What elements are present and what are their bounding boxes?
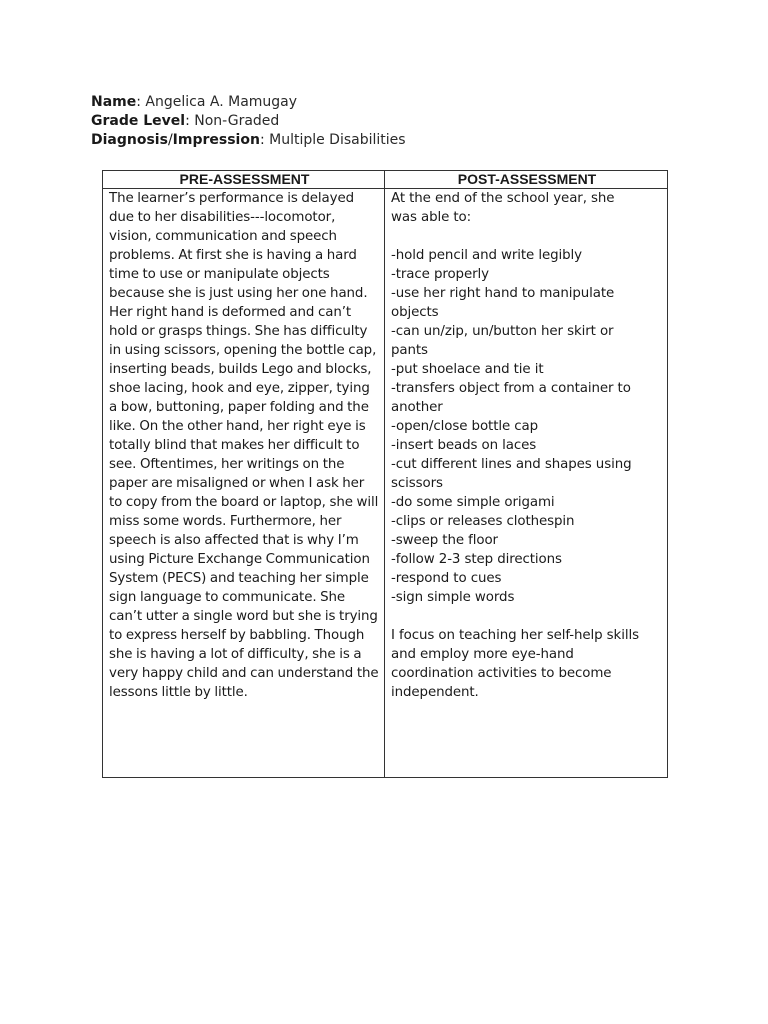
pre-assessment-text: The learner’s performance is delayed due to her disabilities---locomotor, vision, communication and speech problems. At first she is having a hard time to use or manipulate objects because she is just using her one hand. Her right hand is deformed and can’t hold or grasps things. She has difficulty in using scissors, opening the bottle cap, inserting beads, builds Lego and blocks, shoe lacing, hook and eye, zipper, tying a bow, buttoning, paper folding and the like. On the other hand, her right eye is totally blind that makes her difficult to see. Oftentimes, her writings on the paper are misaligned or when I ask her to copy from the board or laptop, she will miss some words. Furthermore, her speech is also affected that is why I’m using Picture Exchange Communication System (PECS) and teaching her simple sign language to communicate. She can’t utter a single word but she is trying to express herself by babbling. Though she is having a lot of difficulty, she is a very happy child and can understand the lessons little by little. bbox=[109, 191, 379, 700]
table-row bbox=[103, 189, 668, 778]
list-item: -use her right hand to manipulate bbox=[391, 286, 615, 301]
list-item: scissors bbox=[391, 476, 443, 491]
post-assessment-cell bbox=[385, 189, 668, 778]
post-intro-line: was able to: bbox=[391, 210, 472, 225]
impression-label: Impression bbox=[172, 132, 260, 148]
list-item: -sign simple words bbox=[391, 590, 515, 605]
list-item: -trace properly bbox=[391, 267, 489, 282]
post-closing-line: I focus on teaching her self-help skills bbox=[391, 628, 639, 643]
list-item: -cut different lines and shapes using bbox=[391, 457, 632, 472]
list-item: -put shoelace and tie it bbox=[391, 362, 544, 377]
diagnosis-label: Diagnosis bbox=[91, 132, 168, 148]
table-header-row bbox=[103, 171, 668, 189]
name-row: Name: Angelica A. Mamugay bbox=[91, 94, 298, 110]
post-closing-line: and employ more eye-hand bbox=[391, 647, 574, 662]
list-item: -insert beads on laces bbox=[391, 438, 537, 453]
list-item: -clips or releases clothespin bbox=[391, 514, 575, 529]
list-item: pants bbox=[391, 343, 428, 358]
list-item: -transfers object from a container to bbox=[391, 381, 631, 396]
diagnosis-row: Diagnosis/Impression: Multiple Disabilities bbox=[91, 132, 406, 148]
post-closing-line: independent. bbox=[391, 685, 479, 700]
list-item: -can un/zip, un/button her skirt or bbox=[391, 324, 614, 339]
list-item: -open/close bottle cap bbox=[391, 419, 539, 434]
list-item: -do some simple origami bbox=[391, 495, 555, 510]
grade-row: Grade Level: Non-Graded bbox=[91, 113, 280, 129]
list-item: -respond to cues bbox=[391, 571, 502, 586]
assessment-table bbox=[102, 170, 668, 778]
diagnosis-value: Multiple Disabilities bbox=[269, 132, 406, 148]
list-item: -follow 2-3 step directions bbox=[391, 552, 562, 567]
pre-assessment-cell bbox=[103, 189, 385, 778]
list-item: -sweep the floor bbox=[391, 533, 498, 548]
post-assessment-header: POST-ASSESSMENT bbox=[385, 171, 668, 189]
post-intro-line: At the end of the school year, she bbox=[391, 191, 615, 206]
name-label: Name bbox=[91, 94, 137, 110]
student-info bbox=[91, 93, 406, 150]
list-item: objects bbox=[391, 305, 439, 320]
list-item: -hold pencil and write legibly bbox=[391, 248, 582, 263]
post-closing-line: coordination activities to become bbox=[391, 666, 612, 681]
pre-assessment-header: PRE-ASSESSMENT bbox=[103, 171, 385, 189]
name-value: Angelica A. Mamugay bbox=[145, 94, 298, 110]
grade-label: Grade Level bbox=[91, 113, 186, 129]
list-item: another bbox=[391, 400, 443, 415]
grade-value: Non-Graded bbox=[194, 113, 280, 129]
